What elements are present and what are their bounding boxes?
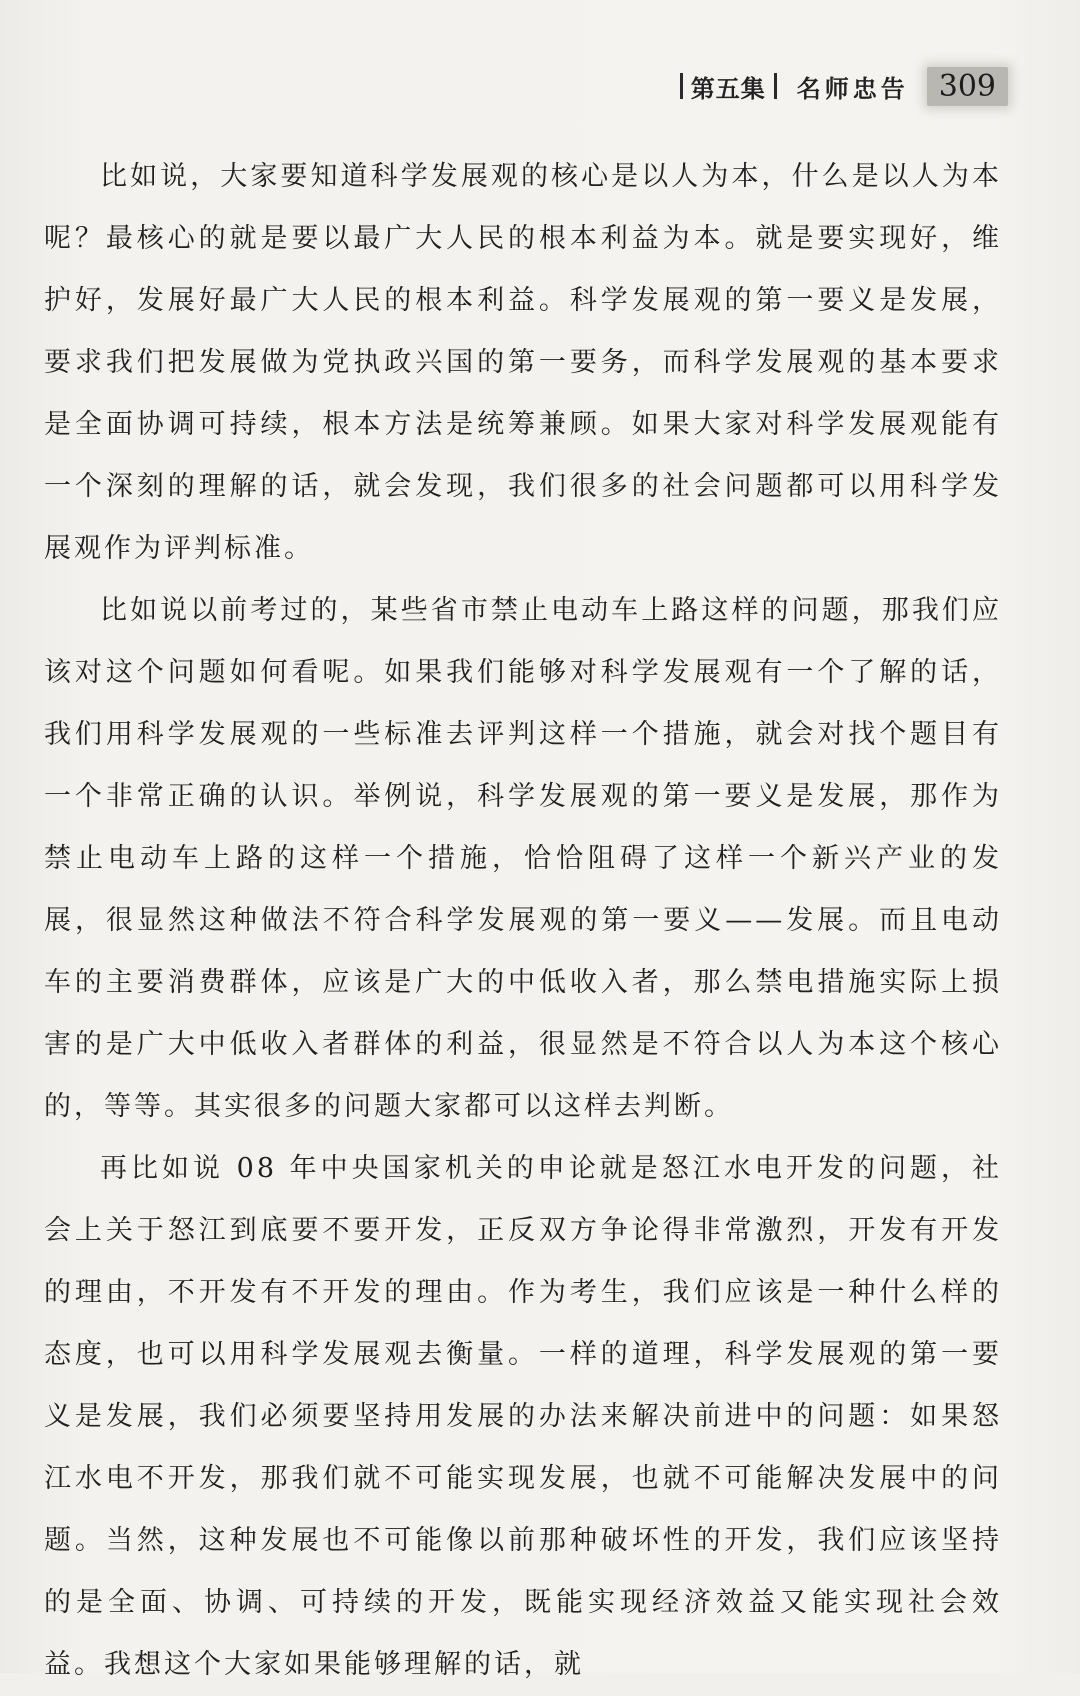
running-head	[672, 62, 1008, 110]
paragraph: 比如说，大家要知道科学发展观的核心是以人为本，什么是以人为本呢？最核心的就是要以最广大人民的根本利益为本。就是要实现好，维护好，发展好最广大人民的根本利益。科学发展观的第一要义是发展，要求我们把发展做为党执政兴国的第一要务，而科学发展观的基本要求是全面协调可持续，根本方法是统筹兼顾。如果大家对科学发展观能有一个深刻的理解的话，就会发现，我们很多的社会问题都可以用科学发展观作为评判标准。	[44, 161, 1002, 564]
body-text	[44, 146, 1002, 1696]
paragraph: 比如说以前考过的，某些省市禁止电动车上路这样的问题，那我们应该对这个问题如何看呢。如果我们能够对科学发展观有一个了解的话，我们用科学发展观的一些标准去评判这样一个措施，就会对找个题目有一个非常正确的认识。举例说，科学发展观的第一要义是发展，那作为禁止电动车上路的这样一个措施，恰恰阻碍了这样一个新兴产业的发展，很显然这种做法不符合科学发展观的第一要义——发展。而且电动车的主要消费群体，应该是广大的中低收入者，那么禁电措施实际上损害的是广大中低收入者群体的利益，很显然是不符合以人为本这个核心的，等等。其实很多的问题大家都可以这样去判断。	[44, 595, 1002, 1122]
page-number: 309	[927, 67, 1008, 106]
chapter-title: 名师忠告	[796, 74, 909, 103]
section-label: 第五集	[690, 74, 766, 103]
header-divider	[774, 73, 777, 99]
header-divider	[680, 73, 683, 99]
paragraph: 再比如说 08 年中央国家机关的申论就是怒江水电开发的问题，社会上关于怒江到底要不要开发，正反双方争论得非常激烈，开发有开发的理由，不开发有不开发的理由。作为考生，我们应该是一种什么样的态度，也可以用科学发展观去衡量。一样的道理，科学发展观的第一要义是发展，我们必须要坚持用发展的办法来解决前进中的问题：如果怒江水电不开发，那我们就不可能实现发展，也就不可能解决发展中的问题。当然，这种发展也不可能像以前那种破坏性的开发，我们应该坚持的是全面、协调、可持续的开发，既能实现经济效益又能实现社会效益。我想这个大家如果能够理解的话，就	[44, 1153, 1002, 1680]
